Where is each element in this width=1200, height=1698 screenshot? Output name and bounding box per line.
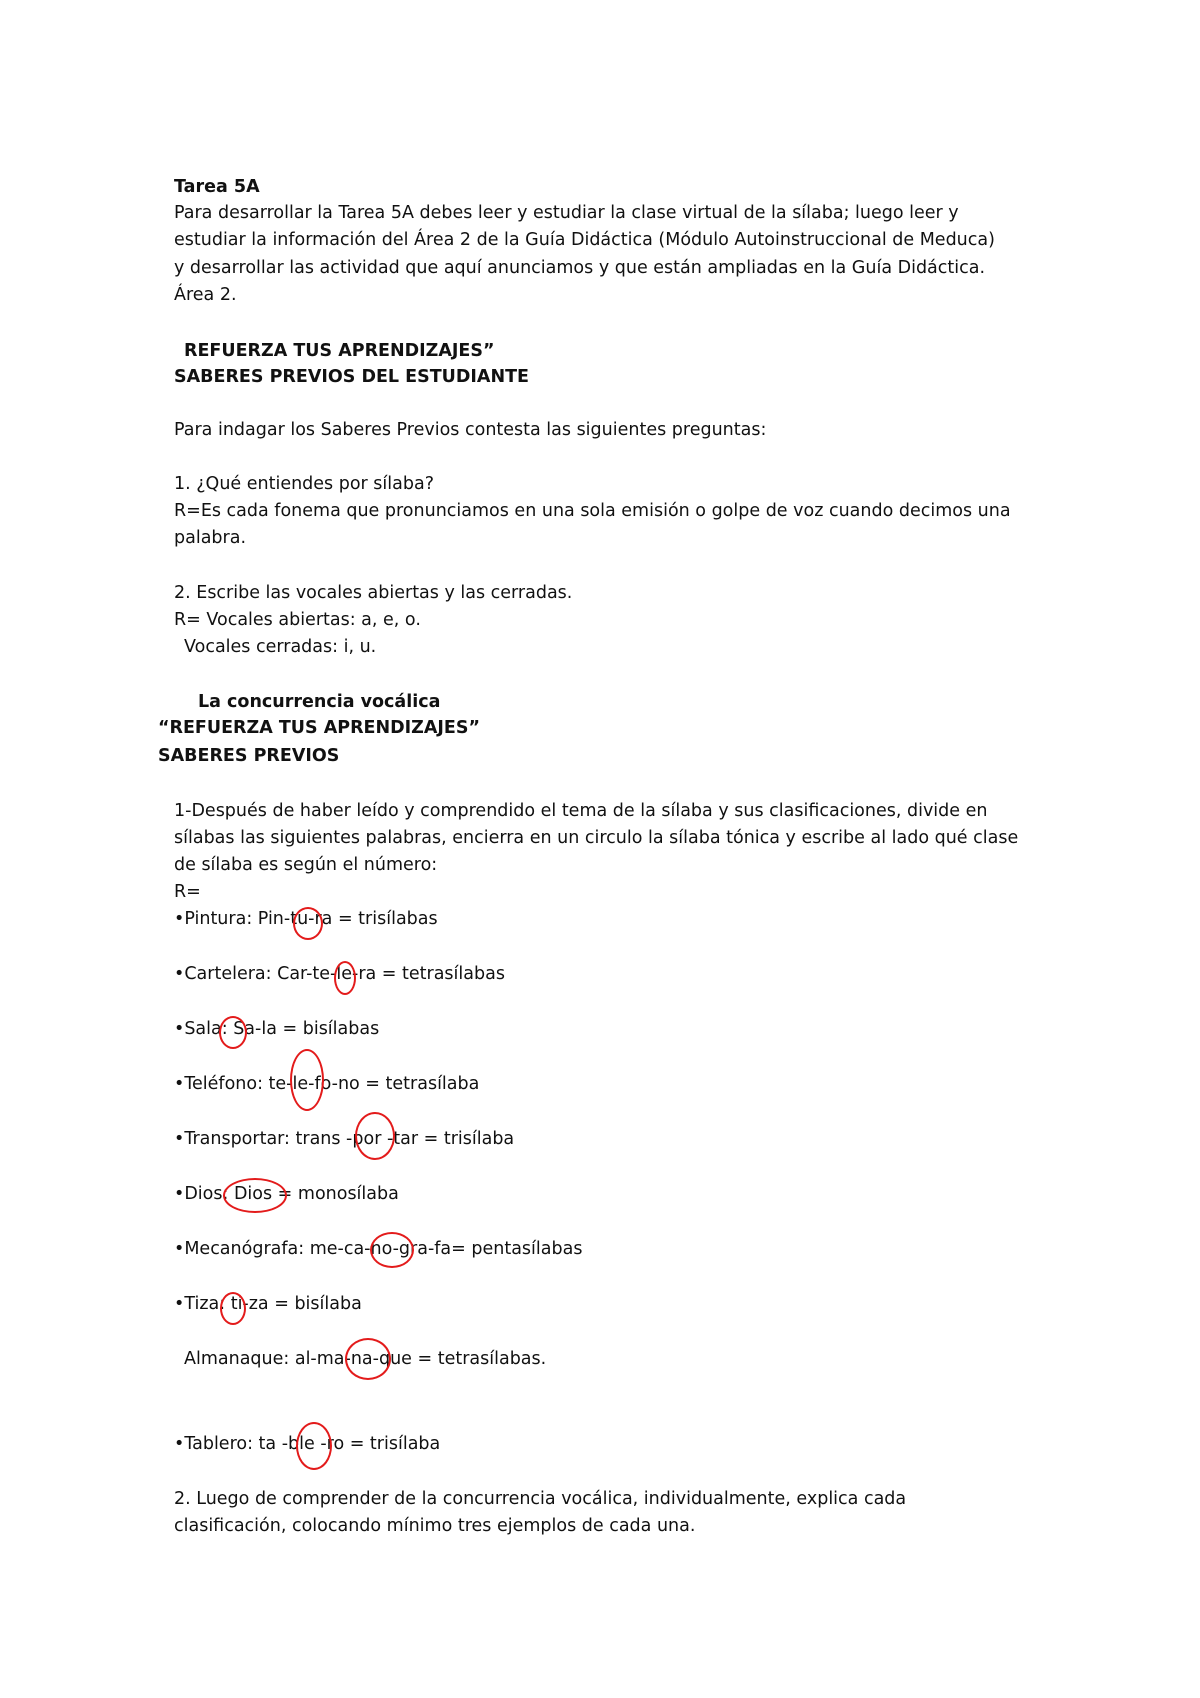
stressed-syllable-circle — [355, 1112, 395, 1160]
word-item: •Pintura: Pin-tu-ra = trisílabas — [174, 909, 438, 929]
prompt-text: Para indagar los Saberes Previos contesta las siguientes preguntas: — [174, 420, 767, 440]
instruction-line: sílabas las siguientes palabras, encierra en un circulo la sílaba tónica y escribe al lado qué clase — [174, 828, 1019, 848]
word-item: •Transportar: trans -por -tar = trisílaba — [174, 1129, 515, 1149]
stressed-syllable-circle — [296, 1422, 332, 1470]
stressed-syllable-circle — [370, 1232, 414, 1268]
stressed-syllable-circle — [293, 907, 323, 940]
word-item: •Tiza: ti-za = bisílaba — [174, 1294, 362, 1314]
intro-line: Área 2. — [174, 285, 237, 305]
word-item: •Teléfono: te-le-fo-no = tetrasílaba — [174, 1074, 480, 1094]
question: 1. ¿Qué entiendes por sílaba? — [174, 474, 434, 494]
section-heading: REFUERZA TUS APRENDIZAJES” — [184, 341, 495, 361]
question: 2. Escribe las vocales abiertas y las cerradas. — [174, 583, 573, 603]
section-heading: SABERES PREVIOS DEL ESTUDIANTE — [174, 367, 529, 387]
answer-prefix: R= — [174, 882, 201, 902]
question: 2. Luego de comprender de la concurrencia vocálica, individualmente, explica cada — [174, 1489, 907, 1509]
stressed-syllable-circle — [334, 961, 356, 995]
question: clasificación, colocando mínimo tres ejemplos de cada una. — [174, 1516, 696, 1536]
word-item: •Mecanógrafa: me-ca-no-gra-fa= pentasílabas — [174, 1239, 583, 1259]
answer-line: palabra. — [174, 528, 247, 548]
instruction-line: 1-Después de haber leído y comprendido el tema de la sílaba y sus clasificaciones, divide en — [174, 801, 988, 821]
section-heading: “REFUERZA TUS APRENDIZAJES” — [158, 718, 480, 738]
answer-line: Vocales cerradas: i, u. — [184, 637, 377, 657]
word-item: •Sala: Sa-la = bisílabas — [174, 1019, 380, 1039]
topic-title: La concurrencia vocálica — [198, 692, 441, 712]
stressed-syllable-circle — [220, 1292, 246, 1325]
stressed-syllable-circle — [223, 1178, 287, 1213]
answer-line: R=Es cada fonema que pronunciamos en una sola emisión o golpe de voz cuando decimos una — [174, 501, 1011, 521]
answer-line: R= Vocales abiertas: a, e, o. — [174, 610, 421, 630]
intro-line: Para desarrollar la Tarea 5A debes leer y estudiar la clase virtual de la sílaba; luego leer y — [174, 203, 959, 223]
task-title: Tarea 5A — [174, 177, 260, 197]
stressed-syllable-circle — [290, 1049, 324, 1111]
intro-line: estudiar la información del Área 2 de la Guía Didáctica (Módulo Autoinstruccional de Meduca) — [174, 230, 995, 250]
instruction-line: de sílaba es según el número: — [174, 855, 438, 875]
stressed-syllable-circle — [219, 1016, 247, 1049]
section-heading: SABERES PREVIOS — [158, 746, 340, 766]
stressed-syllable-circle — [345, 1338, 391, 1380]
word-item: •Cartelera: Car-te-le-ra = tetrasílabas — [174, 964, 505, 984]
word-item: Almanaque: al-ma-na-que = tetrasílabas. — [184, 1349, 547, 1369]
intro-line: y desarrollar las actividad que aquí anunciamos y que están ampliadas en la Guía Didáctica. — [174, 258, 986, 278]
word-item: •Dios: Dios = monosílaba — [174, 1184, 399, 1204]
word-item: •Tablero: ta -ble -ro = trisílaba — [174, 1434, 441, 1454]
